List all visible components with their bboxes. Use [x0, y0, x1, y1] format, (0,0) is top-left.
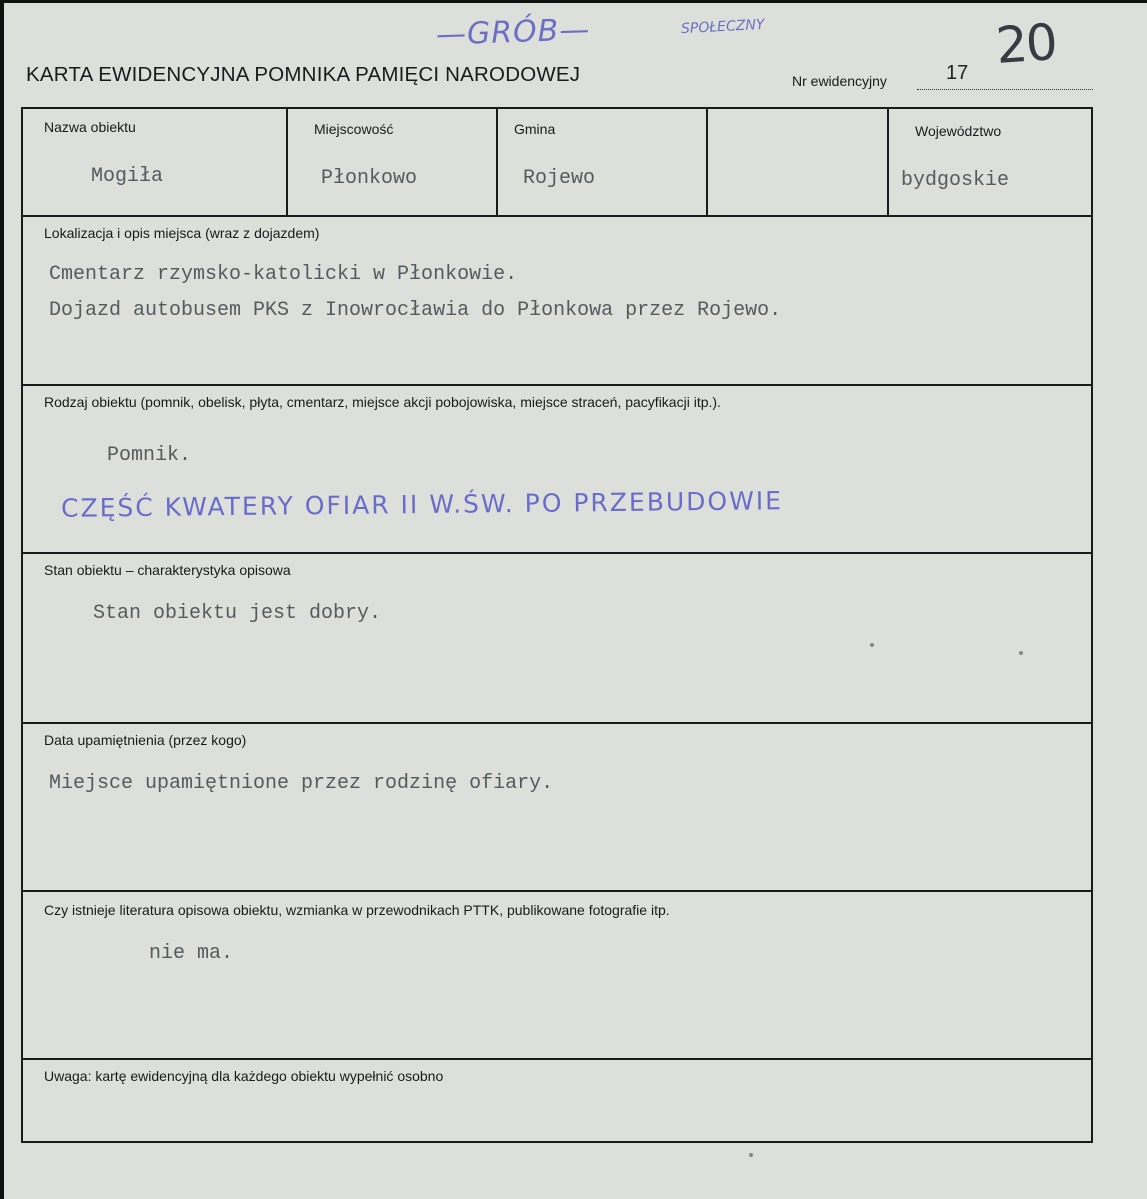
rodzaj-handwritten-note: CZĘŚĆ KWATERY OFIAR II W.ŚW. PO PRZEBUDOWIE	[60, 486, 784, 523]
registry-number-value: 17	[946, 62, 969, 84]
cell-wojewodztwo	[889, 109, 1091, 215]
lokalizacja-label: Lokalizacja i opis miejsca (wraz z dojazdem)	[44, 225, 320, 241]
miejscowosc-value: Płonkowo	[321, 167, 418, 190]
handwritten-number: 20	[994, 12, 1058, 76]
rodzaj-value: Pomnik.	[107, 444, 192, 467]
cell-empty	[708, 109, 889, 215]
registry-number-label: Nr ewidencyjny	[792, 73, 887, 89]
gmina-label: Gmina	[514, 121, 556, 137]
wojewodztwo-label: Województwo	[915, 123, 1002, 139]
row-uwaga	[23, 1060, 1091, 1140]
literatura-label: Czy istnieje literatura opisowa obiektu, wzmianka w przewodnikach PTTK, publikowane fotografie itp.	[44, 902, 670, 918]
form-table	[21, 107, 1093, 1143]
stan-value: Stan obiektu jest dobry.	[93, 602, 382, 625]
registry-number-line	[917, 89, 1093, 90]
rodzaj-label: Rodzaj obiektu (pomnik, obelisk, płyta, cmentarz, miejsce akcji pobojowiska, miejsce straceń, pacyfikacji itp.).	[44, 394, 721, 410]
cell-gmina	[498, 109, 708, 215]
nazwa-label: Nazwa obiektu	[44, 119, 136, 135]
data-value: Miejsce upamiętnione przez rodzinę ofiary.	[49, 772, 554, 795]
handwritten-grob-note: —GRÓB—	[435, 12, 591, 53]
card-title: KARTA EWIDENCYJNA POMNIKA PAMIĘCI NARODOWEJ	[26, 63, 581, 86]
stan-label: Stan obiektu – charakterystyka opisowa	[44, 562, 291, 578]
data-label: Data upamiętnienia (przez kogo)	[44, 732, 247, 748]
cell-nazwa	[23, 109, 288, 215]
gmina-value: Rojewo	[523, 167, 596, 190]
row-lokalizacja	[23, 217, 1091, 386]
row-literatura	[23, 892, 1091, 1060]
row-data	[23, 724, 1091, 892]
paper-speck	[870, 643, 874, 647]
paper-speck	[749, 1153, 753, 1157]
row-rodzaj	[23, 386, 1091, 554]
nazwa-value: Mogiła	[91, 165, 164, 188]
handwritten-scribble: SPOŁECZNY	[680, 16, 765, 38]
uwaga-label: Uwaga: kartę ewidencyjną dla każdego obiektu wypełnić osobno	[44, 1068, 444, 1084]
paper-speck	[1019, 651, 1023, 655]
row-stan	[23, 554, 1091, 724]
lokalizacja-line-1: Cmentarz rzymsko-katolicki w Płonkowie.	[49, 263, 518, 286]
row-identification	[23, 109, 1091, 217]
lokalizacja-line-2: Dojazd autobusem PKS z Inowrocławia do Płonkowa przez Rojewo.	[49, 299, 782, 322]
cell-miejscowosc	[288, 109, 498, 215]
literatura-value: nie ma.	[149, 942, 234, 965]
miejscowosc-label: Miejscowość	[314, 121, 394, 137]
wojewodztwo-value: bydgoskie	[901, 169, 1010, 192]
